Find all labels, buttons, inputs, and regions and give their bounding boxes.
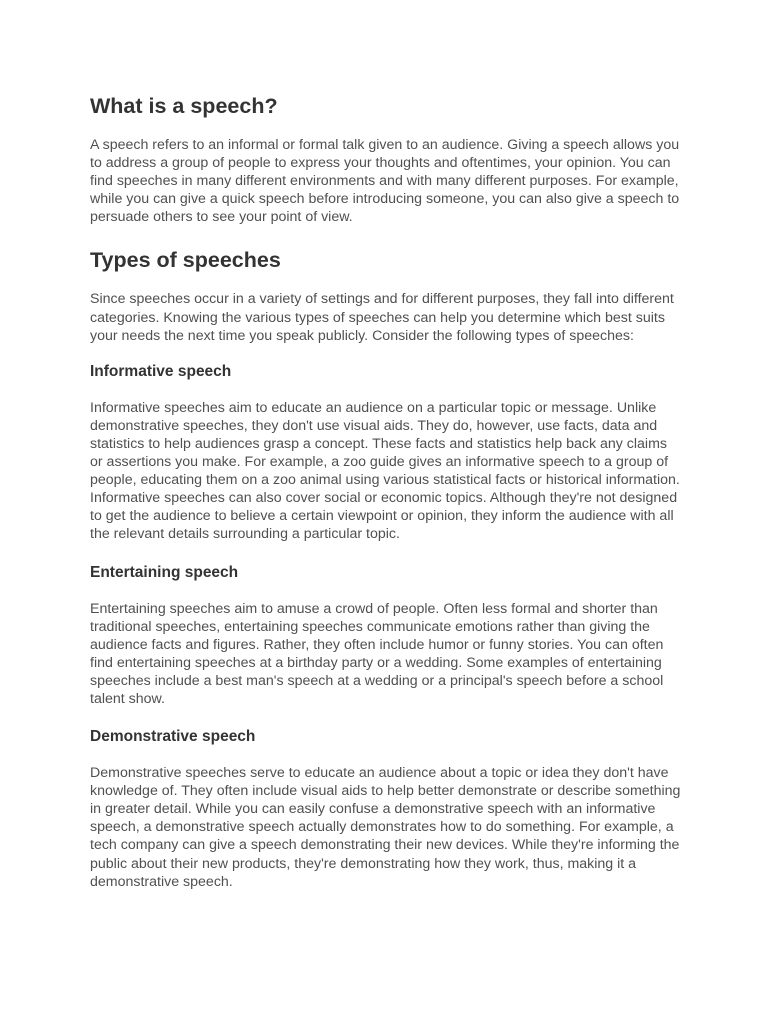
heading-what-is-a-speech: What is a speech? [90,94,278,118]
paragraph-types-of-speeches: Since speeches occur in a variety of settings and for different purposes, they fall into different categories. Knowing the various types of speeches can help you determine which best suits your needs the next time you speak publicly. Consider the following types of speeches: [90,291,674,344]
heading-types-of-speeches: Types of speeches [90,248,281,273]
subheading-informative-speech: Informative speech [90,362,232,380]
document-page [90,92,682,891]
subheading-demonstrative-speech: Demonstrative speech [90,728,256,746]
paragraph-demonstrative-speech: Demonstrative speeches serve to educate an audience about a topic or idea they don't have knowledge of. They often include visual aids to help better demonstrate or describe something in greater detail. While you can easily confuse a demonstrative speech with an informative speech, a demonstrative speech actually demonstrates how to do something. For example, a tech company can give a speech demonstrating their new devices. While they're informing the public about their new products, they're demonstrating how they work, thus, making it a demonstrative speech. [90,765,681,890]
subheading-entertaining-speech: Entertaining speech [90,563,239,581]
paragraph-informative-speech: Informative speeches aim to educate an audience on a particular topic or message. Unlike demonstrative speeches, they don't use visual aids. They do, however, use facts, data and statistics to help audiences grasp a concept. These facts and statistics help back any claims or assertions you make. For example, a zoo guide gives an informative speech to a group of people, educating them on a zoo animal using various statistical facts or historical information. Informative speeches can also cover social or economic topics. Although they're not designed to get the audience to believe a certain viewpoint or opinion, they inform the audience with all the relevant details surrounding a particular topic. [90,399,680,543]
paragraph-entertaining-speech: Entertaining speeches aim to amuse a crowd of people. Often less formal and shorter than traditional speeches, entertaining speeches communicate emotions rather than giving the audience facts and figures. Rather, they often include humor or funny stories. You can often find entertaining speeches at a birthday party or a wedding. Some examples of entertaining speeches include a best man's speech at a wedding or a principal's speech before a school talent show. [90,600,664,707]
paragraph-what-is-a-speech: A speech refers to an informal or formal talk given to an audience. Giving a speech allows you to address a group of people to express your thoughts and oftentimes, your opinion. You can find speeches in many different environments and with many different purposes. For example, while you can give a quick speech before introducing someone, you can also give a speech to persuade others to see your point of view. [90,137,680,226]
